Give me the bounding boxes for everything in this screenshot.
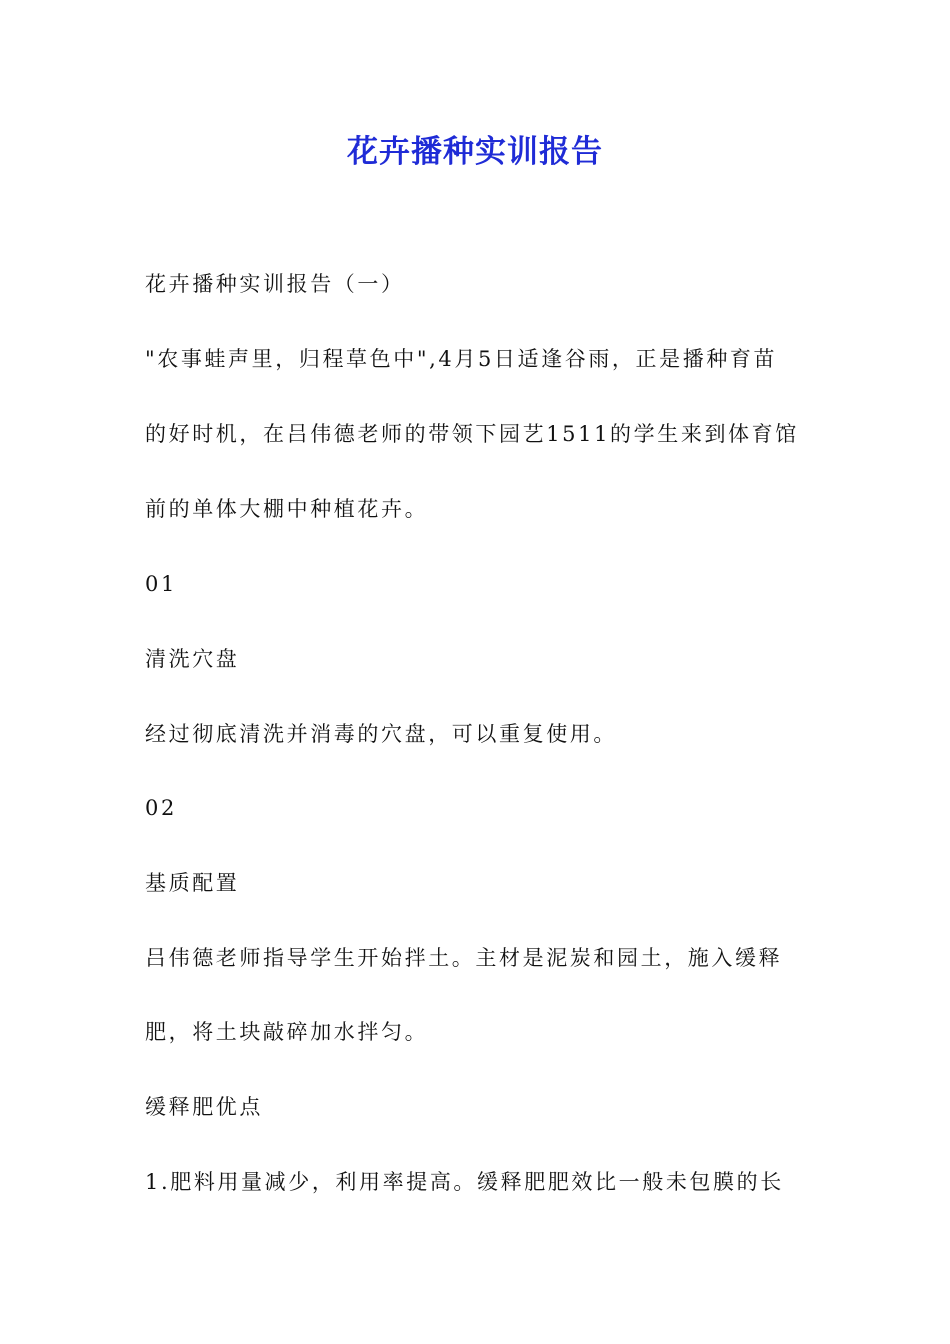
step-heading: 清洗穴盘 bbox=[145, 647, 240, 671]
paragraph-line: 前的单体大棚中种植花卉。 bbox=[145, 497, 429, 521]
subsection-heading: 缓释肥优点 bbox=[145, 1095, 263, 1119]
step-heading: 基质配置 bbox=[145, 871, 240, 895]
list-item: 1.肥料用量减少，利用率提高。缓释肥肥效比一般未包膜的长 bbox=[145, 1170, 784, 1194]
paragraph-line: 吕伟德老师指导学生开始拌土。主材是泥炭和园土，施入缓释 bbox=[145, 946, 783, 970]
paragraph-line: 的好时机，在吕伟德老师的带领下园艺1511的学生来到体育馆 bbox=[145, 422, 799, 446]
paragraph-line: "农事蛙声里，归程草色中",4月5日适逢谷雨，正是播种育苗 bbox=[145, 347, 778, 371]
step-number: 01 bbox=[145, 572, 177, 596]
paragraph-line: 肥，将土块敲碎加水拌匀。 bbox=[145, 1020, 429, 1044]
section-heading: 花卉播种实训报告（一） bbox=[145, 272, 405, 296]
paragraph-line: 经过彻底清洗并消毒的穴盘，可以重复使用。 bbox=[145, 722, 617, 746]
document-title: 花卉播种实训报告 bbox=[347, 134, 603, 170]
step-number: 02 bbox=[145, 796, 177, 820]
